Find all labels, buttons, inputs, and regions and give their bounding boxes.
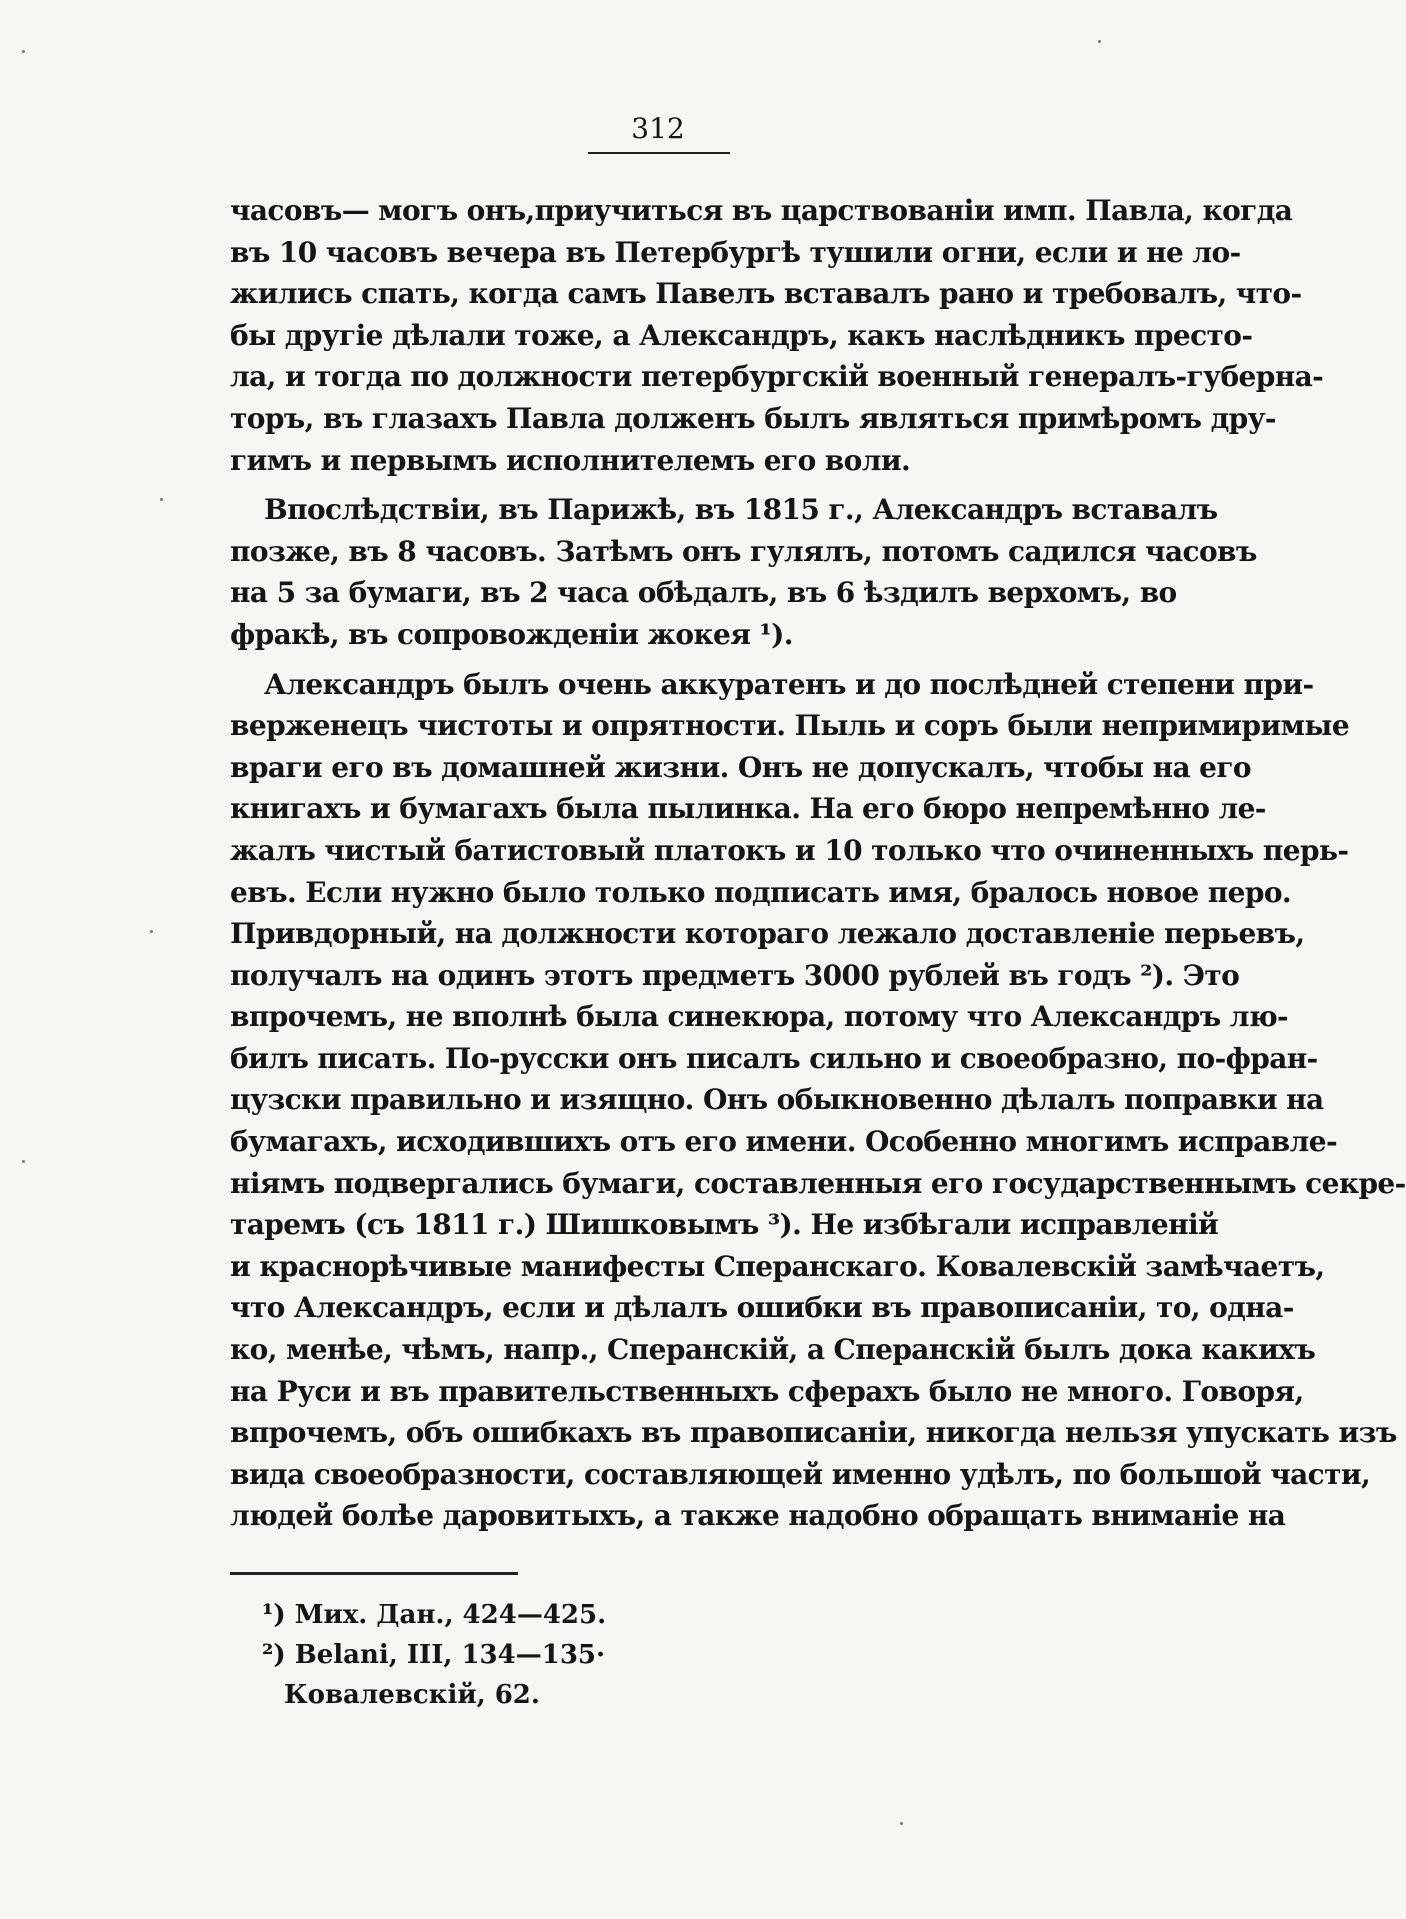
scan-speck [900, 1822, 903, 1825]
scan-speck [160, 498, 163, 501]
footnote-1: ¹) Мих. Дан., 424—425. [262, 1600, 607, 1630]
scan-speck [1098, 40, 1101, 43]
text-line: фракѣ, въ сопровожденiи жокея ¹). [230, 617, 793, 651]
text-line: бумагахъ, исходившихъ отъ его имени. Особенно многимъ исправле- [230, 1125, 1338, 1159]
scan-speck [22, 1160, 25, 1163]
text-line: жалъ чистый батистовый платокъ и 10 только что очиненныхъ перь- [230, 833, 1349, 867]
text-line: что Александръ, если и дѣлалъ ошибки въ правописанiи, то, одна- [230, 1291, 1294, 1325]
text-line: позже, въ 8 часовъ. Затѣмъ онъ гулялъ, потомъ садился часовъ [230, 534, 1257, 568]
text-line: евъ. Если нужно было только подписать имя, бралось новое перо. [230, 875, 1292, 909]
text-line: верженецъ чистоты и опрятности. Пыль и соръ были непримиримые [230, 709, 1350, 743]
footnotes [262, 1595, 762, 1715]
text-line: часовъ— могъ онъ,приучиться въ царствованiи имп. Павла, когда [230, 194, 1293, 227]
text-line: бы другiе дѣлали тоже, а Александръ, какъ наслѣдникъ престо- [230, 318, 1253, 352]
text-line: жились спать, когда самъ Павелъ вставалъ рано и требовалъ, что- [230, 277, 1302, 311]
text-line: Александръ былъ очень аккуратенъ и до послѣдней степени при- [264, 667, 1314, 701]
footnote-3: Ковалевскiй, 62. [284, 1680, 540, 1710]
text-line: ко, менѣе, чѣмъ, напр., Сперанскiй, а Сперанскiй былъ дока какихъ [230, 1333, 1316, 1367]
text-line: торъ, въ глазахъ Павла долженъ былъ являться примѣромъ дру- [230, 401, 1276, 435]
text-line: и краснорѣчивые манифесты Сперанскаго. Ковалевскiй замѣчаетъ, [230, 1249, 1325, 1283]
text-line: людей болѣе даровитыхъ, а также надобно обращать вниманiе на [230, 1499, 1286, 1533]
text-line: цузски правильно и изящно. Онъ обыкновенно дѣлалъ поправки на [230, 1083, 1324, 1117]
text-line: нiямъ подвергались бумаги, составленныя его государственнымъ секре- [230, 1166, 1406, 1200]
footnote-rule [230, 1572, 518, 1575]
text-line: книгахъ и бумагахъ была пылинка. На его бюро непремѣнно ле- [230, 792, 1266, 826]
page-number: 312 [631, 112, 685, 145]
footnote-2: ²) Belani, III, 134—135· [262, 1640, 606, 1670]
text-line: Впослѣдствiи, въ Парижѣ, въ 1815 г., Александръ вставалъ [264, 493, 1218, 527]
text-line: билъ писать. По-русски онъ писалъ сильно и своеобразно, по-фран- [230, 1041, 1318, 1075]
text-line: таремъ (съ 1811 г.) Шишковымъ ³). Не избѣгали исправленiй [230, 1208, 1219, 1242]
scan-speck [150, 930, 153, 933]
text-line: гимъ и первымъ исполнителемъ его воли. [230, 443, 911, 477]
text-line: впрочемъ, не вполнѣ была синекюра, потому что Александръ лю- [230, 1000, 1289, 1034]
text-line: на 5 за бумаги, въ 2 часа обѣдалъ, въ 6 ѣздилъ верхомъ, во [230, 576, 1177, 610]
text-line: въ 10 часовъ вечера въ Петербургѣ тушили огни, если и не ло- [230, 235, 1241, 269]
text-line: получалъ на одинъ этотъ предметъ 3000 рублей въ годъ ²). Это [230, 958, 1240, 992]
body-text [230, 190, 1406, 1537]
text-line: враги его въ домашней жизни. Онъ не допускалъ, чтобы на его [230, 750, 1252, 784]
text-line: Привдорный, на должности котораго лежало доставленiе перьевъ, [230, 917, 1305, 951]
scan-speck [22, 50, 25, 53]
text-line: впрочемъ, объ ошибкахъ въ правописанiи, никогда нельзя упускать изъ [230, 1416, 1397, 1450]
text-line: вида своеобразности, составляющей именно удѣлъ, по большой части, [230, 1457, 1371, 1491]
text-line: на Руси и въ правительственныхъ сферахъ было не много. Говоря, [230, 1374, 1304, 1408]
text-line: ла, и тогда по должности петербургскiй военный генералъ-губерна- [230, 360, 1324, 394]
page-number-rule [588, 152, 730, 154]
